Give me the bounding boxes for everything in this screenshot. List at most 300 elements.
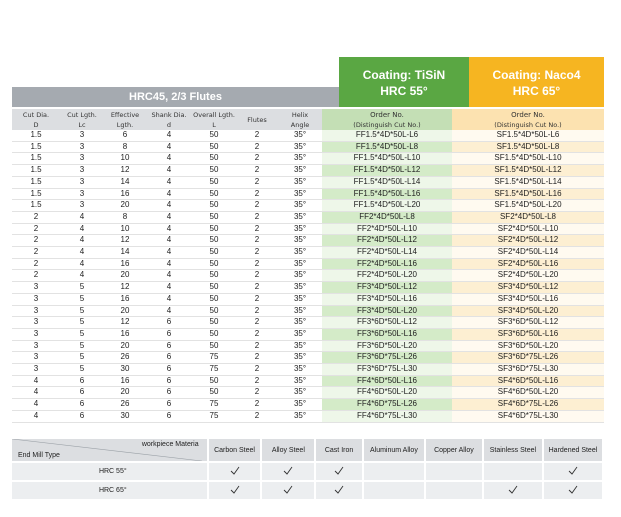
header-shank-dia-sym: d: [146, 120, 192, 130]
header-shank-dia: Shank Dia.: [146, 109, 192, 120]
table-row: [12, 293, 604, 305]
cell-flutes: 2: [236, 293, 278, 305]
cell-order-no-naco4: SF3*6D*75L-L30: [452, 364, 604, 376]
cell-cut-dia: 3: [12, 293, 60, 305]
cell-overall-lgth: 50: [192, 153, 236, 165]
cell-order-no-naco4: SF1.5*4D*50L-L12: [452, 165, 604, 177]
material-header: Cast Iron: [316, 439, 364, 461]
table-row: [12, 387, 604, 399]
cell-helix-angle: 35°: [278, 258, 322, 270]
cell-order-no-naco4: SF3*6D*50L-L20: [452, 340, 604, 352]
cell-flutes: 2: [236, 153, 278, 165]
table-row: [12, 247, 604, 259]
table-row: [12, 176, 604, 188]
cell-overall-lgth: 50: [192, 305, 236, 317]
cell-overall-lgth: 50: [192, 247, 236, 259]
cell-eff-lgth: 30: [104, 410, 146, 422]
cell-shank-dia: 4: [146, 165, 192, 177]
cell-order-no-tisin: FF2*4D*50L-L14: [322, 247, 452, 259]
cell-order-no-naco4: SF1.5*4D*50L-L8: [452, 141, 604, 153]
cell-eff-lgth: 10: [104, 223, 146, 235]
table-row: [12, 223, 604, 235]
compat-cell: [364, 480, 426, 499]
header-eff-lgth: Effective: [104, 109, 146, 120]
cell-cut-lgth: 5: [60, 317, 104, 329]
compat-cell: [484, 480, 544, 499]
compat-cell: [364, 461, 426, 480]
cell-helix-angle: 35°: [278, 328, 322, 340]
material-header: Carbon Steel: [209, 439, 263, 461]
cell-shank-dia: 4: [146, 270, 192, 282]
cell-cut-lgth: 5: [60, 364, 104, 376]
cell-helix-angle: 35°: [278, 223, 322, 235]
cell-overall-lgth: 50: [192, 130, 236, 141]
cell-overall-lgth: 50: [192, 176, 236, 188]
cell-cut-lgth: 4: [60, 270, 104, 282]
cell-cut-lgth: 4: [60, 235, 104, 247]
table-row: [12, 282, 604, 294]
cell-order-no-naco4: SF2*4D*50L-L16: [452, 258, 604, 270]
cell-cut-dia: 4: [12, 399, 60, 411]
cell-overall-lgth: 50: [192, 258, 236, 270]
cell-cut-dia: 1.5: [12, 130, 60, 141]
cell-flutes: 2: [236, 176, 278, 188]
cell-flutes: 2: [236, 328, 278, 340]
table-row: [12, 200, 604, 212]
cell-eff-lgth: 14: [104, 247, 146, 259]
cell-shank-dia: 4: [146, 305, 192, 317]
cell-order-no-tisin: FF1.5*4D*50L-L14: [322, 176, 452, 188]
cell-flutes: 2: [236, 200, 278, 212]
workpiece-material-label: workpiece Materia: [141, 441, 199, 448]
table-row: [12, 352, 604, 364]
table-row: [12, 399, 604, 411]
cell-cut-lgth: 5: [60, 340, 104, 352]
cell-shank-dia: 6: [146, 399, 192, 411]
cell-order-no-tisin: FF1.5*4D*50L-L16: [322, 188, 452, 200]
cell-order-no-tisin: FF2*4D*50L-L8: [322, 211, 452, 223]
product-table: [12, 109, 604, 423]
cell-order-no-naco4: SF1.5*4D*50L-L14: [452, 176, 604, 188]
cell-eff-lgth: 20: [104, 340, 146, 352]
cell-flutes: 2: [236, 375, 278, 387]
cell-helix-angle: 35°: [278, 340, 322, 352]
cell-order-no-tisin: FF3*6D*75L-L30: [322, 364, 452, 376]
compat-row: [12, 461, 604, 480]
table-row: [12, 270, 604, 282]
cell-cut-lgth: 3: [60, 165, 104, 177]
cell-eff-lgth: 20: [104, 270, 146, 282]
cell-shank-dia: 6: [146, 410, 192, 422]
checkmark-icon: [568, 466, 578, 476]
cell-flutes: 2: [236, 399, 278, 411]
cell-order-no-tisin: FF1.5*4D*50L-L8: [322, 141, 452, 153]
cell-order-no-naco4: SF3*4D*50L-L20: [452, 305, 604, 317]
header-order-naco4-sub: (Distinguish Cut No.): [452, 120, 604, 130]
header-order-tisin-sub: (Distinguish Cut No.): [322, 120, 452, 130]
cell-shank-dia: 6: [146, 328, 192, 340]
cell-eff-lgth: 12: [104, 317, 146, 329]
cell-eff-lgth: 26: [104, 352, 146, 364]
compat-cell: [262, 461, 316, 480]
cell-flutes: 2: [236, 387, 278, 399]
table-row: [12, 130, 604, 141]
table-row: [12, 153, 604, 165]
checkmark-icon: [568, 485, 578, 495]
cell-shank-dia: 6: [146, 387, 192, 399]
cell-helix-angle: 35°: [278, 176, 322, 188]
cell-overall-lgth: 50: [192, 235, 236, 247]
cell-overall-lgth: 75: [192, 410, 236, 422]
cell-helix-angle: 35°: [278, 130, 322, 141]
compat-cell: [544, 480, 604, 499]
cell-cut-dia: 3: [12, 340, 60, 352]
header-cut-dia: Cut Dia.: [12, 109, 60, 120]
cell-order-no-tisin: FF3*6D*75L-L26: [322, 352, 452, 364]
cell-cut-lgth: 6: [60, 387, 104, 399]
cell-cut-dia: 3: [12, 364, 60, 376]
cell-cut-dia: 4: [12, 387, 60, 399]
cell-overall-lgth: 50: [192, 165, 236, 177]
cell-cut-dia: 3: [12, 352, 60, 364]
cell-cut-lgth: 5: [60, 293, 104, 305]
cell-helix-angle: 35°: [278, 352, 322, 364]
cell-shank-dia: 4: [146, 188, 192, 200]
cell-helix-angle: 35°: [278, 235, 322, 247]
checkmark-icon: [283, 466, 293, 476]
material-compatibility-table: [12, 439, 604, 499]
cell-shank-dia: 4: [146, 153, 192, 165]
cell-order-no-tisin: FF1.5*4D*50L-L12: [322, 165, 452, 177]
coating-tisin-header: [339, 57, 469, 107]
end-mill-type: HRC 65°: [12, 480, 209, 499]
material-header: Alloy Steel: [262, 439, 316, 461]
compat-cell: [209, 461, 263, 480]
cell-order-no-tisin: FF3*6D*50L-L12: [322, 317, 452, 329]
cell-order-no-naco4: SF3*6D*50L-L12: [452, 317, 604, 329]
cell-flutes: 2: [236, 247, 278, 259]
table-row: [12, 188, 604, 200]
cell-cut-lgth: 4: [60, 211, 104, 223]
table-row: [12, 340, 604, 352]
table-row: [12, 211, 604, 223]
cell-overall-lgth: 75: [192, 399, 236, 411]
cell-cut-dia: 1.5: [12, 141, 60, 153]
cell-order-no-naco4: SF2*4D*50L-L10: [452, 223, 604, 235]
cell-flutes: 2: [236, 188, 278, 200]
cell-overall-lgth: 50: [192, 141, 236, 153]
cell-order-no-tisin: FF2*4D*50L-L12: [322, 235, 452, 247]
cell-order-no-naco4: SF1.5*4D*50L-L20: [452, 200, 604, 212]
compat-corner-header: [12, 439, 209, 461]
cell-order-no-tisin: FF4*6D*50L-L16: [322, 375, 452, 387]
cell-helix-angle: 35°: [278, 399, 322, 411]
cell-order-no-tisin: FF4*6D*75L-L30: [322, 410, 452, 422]
header-order-naco4: Order No.: [452, 109, 604, 120]
cell-helix-angle: 35°: [278, 247, 322, 259]
cell-shank-dia: 4: [146, 247, 192, 259]
cell-flutes: 2: [236, 258, 278, 270]
cell-overall-lgth: 50: [192, 340, 236, 352]
cell-cut-dia: 2: [12, 223, 60, 235]
cell-overall-lgth: 50: [192, 328, 236, 340]
cell-order-no-tisin: FF2*4D*50L-L20: [322, 270, 452, 282]
cell-cut-dia: 1.5: [12, 153, 60, 165]
cell-shank-dia: 6: [146, 375, 192, 387]
table-row: [12, 410, 604, 422]
cell-overall-lgth: 75: [192, 352, 236, 364]
cell-eff-lgth: 10: [104, 153, 146, 165]
cell-shank-dia: 4: [146, 200, 192, 212]
cell-order-no-tisin: FF1.5*4D*50L-L6: [322, 130, 452, 141]
coating-naco4-name: Coating: Naco4: [492, 68, 581, 82]
checkmark-icon: [230, 466, 240, 476]
cell-helix-angle: 35°: [278, 305, 322, 317]
compat-cell: [426, 461, 484, 480]
cell-shank-dia: 4: [146, 293, 192, 305]
compat-cell: [484, 461, 544, 480]
cell-eff-lgth: 20: [104, 387, 146, 399]
cell-order-no-naco4: SF1.5*4D*50L-L16: [452, 188, 604, 200]
cell-order-no-tisin: FF2*4D*50L-L10: [322, 223, 452, 235]
cell-order-no-tisin: FF4*6D*50L-L20: [322, 387, 452, 399]
cell-order-no-naco4: SF3*4D*50L-L16: [452, 293, 604, 305]
cell-order-no-tisin: FF3*4D*50L-L20: [322, 305, 452, 317]
cell-flutes: 2: [236, 235, 278, 247]
cell-cut-lgth: 6: [60, 399, 104, 411]
cell-helix-angle: 35°: [278, 364, 322, 376]
cell-order-no-naco4: SF4*6D*75L-L30: [452, 410, 604, 422]
cell-overall-lgth: 50: [192, 317, 236, 329]
cell-overall-lgth: 50: [192, 211, 236, 223]
cell-eff-lgth: 12: [104, 235, 146, 247]
cell-cut-dia: 2: [12, 270, 60, 282]
cell-shank-dia: 4: [146, 130, 192, 141]
cell-order-no-naco4: SF2*4D*50L-L14: [452, 247, 604, 259]
cell-cut-lgth: 6: [60, 410, 104, 422]
cell-order-no-tisin: FF3*6D*50L-L16: [322, 328, 452, 340]
cell-cut-lgth: 4: [60, 258, 104, 270]
table-row: [12, 235, 604, 247]
cell-eff-lgth: 16: [104, 293, 146, 305]
cell-cut-lgth: 4: [60, 247, 104, 259]
table-row: [12, 317, 604, 329]
cell-cut-lgth: 5: [60, 328, 104, 340]
end-mill-type: HRC 55°: [12, 461, 209, 480]
cell-overall-lgth: 50: [192, 375, 236, 387]
cell-cut-lgth: 3: [60, 188, 104, 200]
header-helix: Helix: [278, 109, 322, 120]
cell-order-no-naco4: SF3*6D*50L-L16: [452, 328, 604, 340]
cell-overall-lgth: 50: [192, 188, 236, 200]
cell-flutes: 2: [236, 270, 278, 282]
cell-cut-dia: 2: [12, 247, 60, 259]
cell-eff-lgth: 16: [104, 375, 146, 387]
cell-cut-lgth: 5: [60, 305, 104, 317]
cell-flutes: 2: [236, 410, 278, 422]
cell-flutes: 2: [236, 165, 278, 177]
coating-tisin-name: Coating: TiSiN: [362, 68, 446, 82]
cell-helix-angle: 35°: [278, 293, 322, 305]
cell-order-no-naco4: SF1.5*4D*50L-L6: [452, 130, 604, 141]
end-mill-type-label: End Mill Type: [18, 452, 60, 459]
header-cut-lgth: Cut Lgth.: [60, 109, 104, 120]
cell-cut-lgth: 3: [60, 141, 104, 153]
cell-order-no-naco4: SF2*4D*50L-L20: [452, 270, 604, 282]
cell-cut-dia: 3: [12, 282, 60, 294]
cell-eff-lgth: 30: [104, 364, 146, 376]
cell-overall-lgth: 50: [192, 282, 236, 294]
cell-cut-lgth: 3: [60, 200, 104, 212]
cell-shank-dia: 6: [146, 364, 192, 376]
cell-shank-dia: 4: [146, 211, 192, 223]
cell-shank-dia: 4: [146, 282, 192, 294]
cell-eff-lgth: 20: [104, 305, 146, 317]
cell-cut-dia: 3: [12, 328, 60, 340]
cell-flutes: 2: [236, 141, 278, 153]
cell-overall-lgth: 50: [192, 200, 236, 212]
cell-eff-lgth: 16: [104, 328, 146, 340]
cell-order-no-tisin: FF3*4D*50L-L16: [322, 293, 452, 305]
header-cut-lgth-sym: Lc: [60, 120, 104, 130]
cell-order-no-naco4: SF4*6D*75L-L26: [452, 399, 604, 411]
cell-helix-angle: 35°: [278, 211, 322, 223]
cell-eff-lgth: 14: [104, 176, 146, 188]
cell-cut-dia: 4: [12, 375, 60, 387]
cell-eff-lgth: 16: [104, 188, 146, 200]
table-row: [12, 375, 604, 387]
cell-cut-dia: 1.5: [12, 165, 60, 177]
cell-cut-lgth: 3: [60, 153, 104, 165]
cell-order-no-naco4: SF4*6D*50L-L16: [452, 375, 604, 387]
checkmark-icon: [334, 466, 344, 476]
cell-flutes: 2: [236, 211, 278, 223]
cell-flutes: 2: [236, 317, 278, 329]
checkmark-icon: [230, 485, 240, 495]
cell-cut-dia: 2: [12, 211, 60, 223]
cell-helix-angle: 35°: [278, 375, 322, 387]
cell-order-no-tisin: FF2*4D*50L-L16: [322, 258, 452, 270]
cell-cut-dia: 3: [12, 317, 60, 329]
header-order-tisin: Order No.: [322, 109, 452, 120]
cell-flutes: 2: [236, 223, 278, 235]
cell-order-no-naco4: SF2*4D*50L-L8: [452, 211, 604, 223]
cell-order-no-tisin: FF1.5*4D*50L-L20: [322, 200, 452, 212]
compat-cell: [316, 461, 364, 480]
compat-cell: [426, 480, 484, 499]
cell-eff-lgth: 12: [104, 282, 146, 294]
cell-eff-lgth: 16: [104, 258, 146, 270]
cell-order-no-tisin: FF1.5*4D*50L-L10: [322, 153, 452, 165]
cell-order-no-naco4: SF2*4D*50L-L12: [452, 235, 604, 247]
cell-order-no-naco4: SF3*6D*75L-L26: [452, 352, 604, 364]
table-row: [12, 328, 604, 340]
cell-helix-angle: 35°: [278, 200, 322, 212]
cell-flutes: 2: [236, 305, 278, 317]
cell-overall-lgth: 50: [192, 293, 236, 305]
cell-helix-angle: 35°: [278, 387, 322, 399]
cell-overall-lgth: 50: [192, 270, 236, 282]
material-header: Hardened Steel: [544, 439, 604, 461]
table-row: [12, 141, 604, 153]
cell-shank-dia: 6: [146, 340, 192, 352]
cell-cut-lgth: 5: [60, 352, 104, 364]
compat-cell: [316, 480, 364, 499]
cell-helix-angle: 35°: [278, 410, 322, 422]
checkmark-icon: [283, 485, 293, 495]
cell-cut-dia: 1.5: [12, 188, 60, 200]
table-row: [12, 258, 604, 270]
cell-cut-dia: 4: [12, 410, 60, 422]
checkmark-icon: [508, 485, 518, 495]
cell-shank-dia: 4: [146, 235, 192, 247]
cell-order-no-naco4: SF3*4D*50L-L12: [452, 282, 604, 294]
cell-helix-angle: 35°: [278, 188, 322, 200]
cell-flutes: 2: [236, 364, 278, 376]
cell-helix-angle: 35°: [278, 270, 322, 282]
table-row: [12, 165, 604, 177]
header-overall-lgth: Overall Lgth.: [193, 110, 235, 119]
table-row: [12, 305, 604, 317]
cell-helix-angle: 35°: [278, 282, 322, 294]
cell-cut-dia: 2: [12, 235, 60, 247]
cell-eff-lgth: 8: [104, 141, 146, 153]
coating-naco4-hrc: HRC 65°: [512, 84, 561, 98]
cell-flutes: 2: [236, 282, 278, 294]
cell-eff-lgth: 20: [104, 200, 146, 212]
header-cut-dia-sym: D: [12, 120, 60, 130]
header-eff-lgth-2: Lgth.: [104, 120, 146, 130]
material-header: Stainless Steel: [484, 439, 544, 461]
checkmark-icon: [334, 485, 344, 495]
compat-cell: [544, 461, 604, 480]
table-row: [12, 364, 604, 376]
cell-cut-lgth: 3: [60, 130, 104, 141]
cell-shank-dia: 4: [146, 258, 192, 270]
cell-helix-angle: 35°: [278, 141, 322, 153]
cell-cut-dia: 1.5: [12, 200, 60, 212]
cell-eff-lgth: 6: [104, 130, 146, 141]
cell-order-no-tisin: FF4*6D*75L-L26: [322, 399, 452, 411]
cell-order-no-tisin: FF3*6D*50L-L20: [322, 340, 452, 352]
compat-row: [12, 480, 604, 499]
cell-flutes: 2: [236, 130, 278, 141]
cell-shank-dia: 4: [146, 223, 192, 235]
cell-cut-lgth: 4: [60, 223, 104, 235]
compat-cell: [209, 480, 263, 499]
cell-order-no-naco4: SF1.5*4D*50L-L10: [452, 153, 604, 165]
cell-overall-lgth: 75: [192, 364, 236, 376]
cell-shank-dia: 4: [146, 141, 192, 153]
cell-cut-dia: 2: [12, 258, 60, 270]
compat-cell: [262, 480, 316, 499]
cell-helix-angle: 35°: [278, 165, 322, 177]
cell-eff-lgth: 8: [104, 211, 146, 223]
cell-helix-angle: 35°: [278, 317, 322, 329]
cell-cut-dia: 3: [12, 305, 60, 317]
cell-eff-lgth: 12: [104, 165, 146, 177]
header-flutes: Flutes: [236, 109, 278, 130]
cell-overall-lgth: 50: [192, 387, 236, 399]
cell-overall-lgth: 50: [192, 223, 236, 235]
cell-flutes: 2: [236, 340, 278, 352]
cell-order-no-tisin: FF3*4D*50L-L12: [322, 282, 452, 294]
coating-tisin-hrc: HRC 55°: [380, 84, 428, 98]
coating-naco4-header: [469, 57, 604, 107]
cell-helix-angle: 35°: [278, 153, 322, 165]
cell-cut-lgth: 6: [60, 375, 104, 387]
material-header: Aluminum Alloy: [364, 439, 426, 461]
